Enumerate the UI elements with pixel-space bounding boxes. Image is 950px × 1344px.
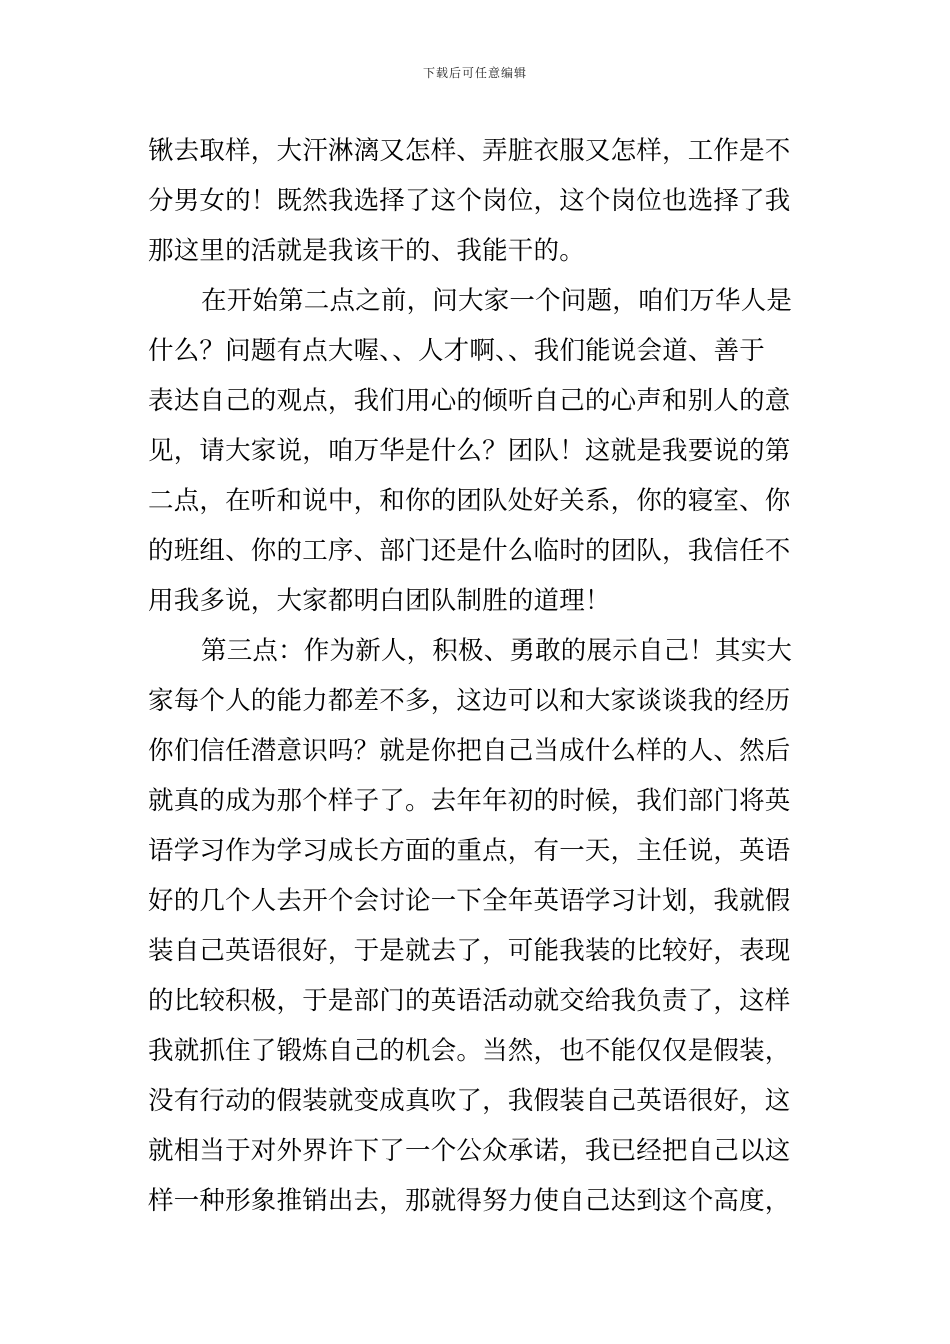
text-line: 好的几个人去开个会讨论一下全年英语学习计划，我就假 xyxy=(148,886,791,916)
text-line: 语学习作为学习成长方面的重点，有一天，主任说，英语 xyxy=(148,836,791,866)
text-line: 什么？问题有点大喔、、人才啊、、我们能说会道、善于 xyxy=(148,336,766,366)
document-body xyxy=(148,126,808,1226)
text-line: 用我多说，大家都明白团队制胜的道理！ xyxy=(148,586,611,616)
text-line: 二点，在听和说中，和你的团队处好关系，你的寝室、你 xyxy=(148,486,791,516)
text-line: 没有行动的假装就变成真吹了，我假装自己英语很好，这 xyxy=(148,1086,791,1116)
paragraph-first-line: 第三点：作为新人，积极、勇敢的展示自己！其实大 xyxy=(201,636,793,666)
text-line: 的班组、你的工序、部门还是什么临时的团队，我信任不 xyxy=(148,536,791,566)
text-line: 家每个人的能力都差不多，这边可以和大家谈谈我的经历 xyxy=(148,686,791,716)
text-line: 见，请大家说，咱万华是什么？团队！这就是我要说的第 xyxy=(148,436,791,466)
text-line: 样一种形象推销出去，那就得努力使自己达到这个高度， xyxy=(148,1186,791,1216)
text-line: 就真的成为那个样子了。去年年初的时候，我们部门将英 xyxy=(148,786,791,816)
text-line: 锹去取样，大汗淋漓又怎样、弄脏衣服又怎样，工作是不 xyxy=(148,136,791,166)
text-line: 的比较积极，于是部门的英语活动就交给我负责了，这样 xyxy=(148,986,791,1016)
text-line: 我就抓住了锻炼自己的机会。当然，也不能仅仅是假装， xyxy=(148,1036,791,1066)
text-line: 就相当于对外界许下了一个公众承诺，我已经把自己以这 xyxy=(148,1136,791,1166)
paragraph-first-line: 在开始第二点之前，问大家一个问题，咱们万华人是 xyxy=(201,286,793,316)
header-note: 下载后可任意编辑 xyxy=(422,66,527,80)
text-line: 装自己英语很好，于是就去了，可能我装的比较好，表现 xyxy=(148,936,791,966)
text-line: 那这里的活就是我该干的、我能干的。 xyxy=(148,236,585,266)
text-line: 分男女的！既然我选择了这个岗位，这个岗位也选择了我 xyxy=(148,186,791,216)
text-line: 表达自己的观点，我们用心的倾听自己的心声和别人的意 xyxy=(148,386,791,416)
text-line: 你们信任潜意识吗？就是你把自己当成什么样的人、然后 xyxy=(148,736,791,766)
